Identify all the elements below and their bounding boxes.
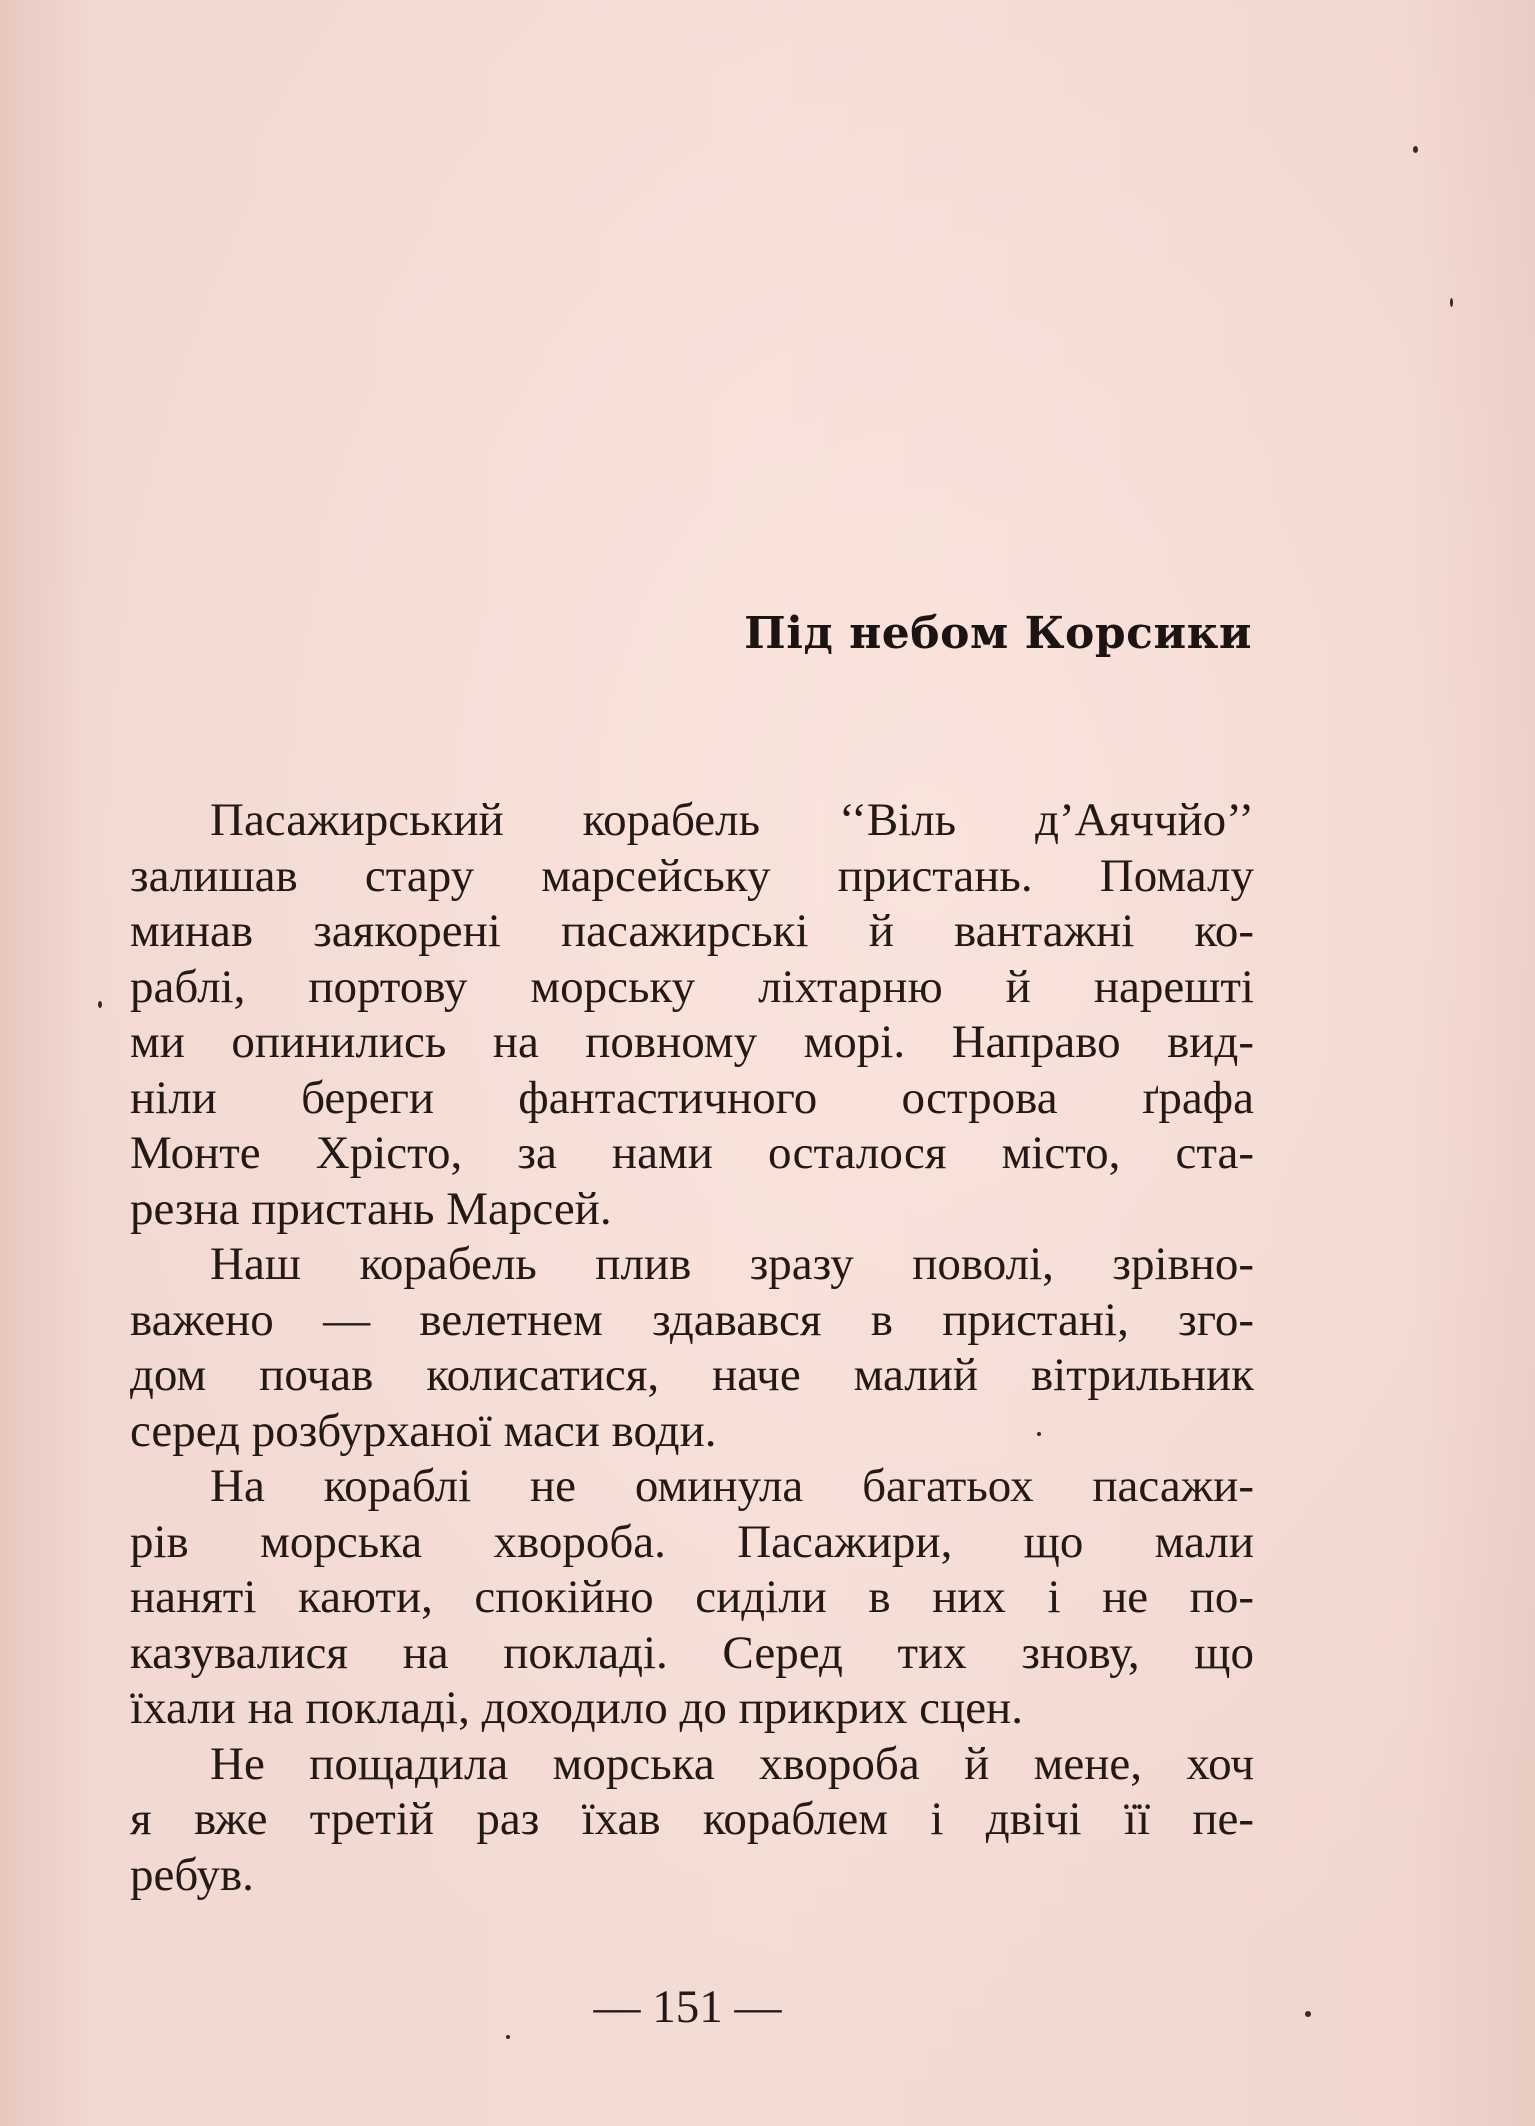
paper-speck bbox=[1450, 298, 1453, 307]
text-line: Не пощадила морська хвороба й мене, хоч bbox=[210, 1737, 1254, 1790]
chapter-title: Під небом Корсики bbox=[744, 608, 1252, 659]
text-line: На кораблі не оминула багатьох пасажи- bbox=[210, 1460, 1254, 1512]
text-line: Монте Хрісто, за нами осталося місто, ста- bbox=[130, 1127, 1254, 1179]
page-number bbox=[0, 1980, 1535, 2034]
paragraph bbox=[130, 1459, 1254, 1737]
text-line: Наш корабель плив зразу поволі, зрівно- bbox=[210, 1238, 1254, 1290]
paragraph bbox=[130, 1237, 1254, 1459]
text-line: важено — велетнем здавався в пристані, зго- bbox=[130, 1293, 1254, 1346]
text-line: Пасажирський корабель ‘‘Віль д’Аяччйо’’ bbox=[210, 794, 1254, 846]
text-line: ми опинились на повному морі. Направо вид- bbox=[130, 1016, 1254, 1068]
text-line: ребув. bbox=[130, 1848, 254, 1901]
text-line: казувалися на покладі. Серед тих знову, що bbox=[130, 1626, 1254, 1679]
page-number-text: — 151 — bbox=[593, 1981, 782, 2033]
text-line: рів морська хвороба. Пасажири, що мали bbox=[130, 1515, 1254, 1568]
text-line: я вже третій раз їхав кораблем і двічі її пе- bbox=[130, 1793, 1254, 1845]
paragraph bbox=[130, 793, 1254, 1237]
text-line: їхали на покладі, доходило до прикрих сцен. bbox=[130, 1682, 1023, 1734]
paper-speck bbox=[1413, 146, 1418, 153]
text-line: серед розбурханої маси води. bbox=[130, 1404, 717, 1457]
paper-speck bbox=[98, 1001, 102, 1008]
paper-speck bbox=[506, 2035, 510, 2039]
text-line: залишав стару марсейську пристань. Помалу bbox=[130, 849, 1254, 902]
paragraph bbox=[130, 1737, 1254, 1904]
text-line: раблі, портову морську ліхтарню й нарешті bbox=[130, 960, 1254, 1013]
body-text bbox=[130, 793, 1254, 1903]
text-line: ніли береги фантастичного острова ґрафа bbox=[130, 1071, 1254, 1124]
text-line: резна пристань Марсей. bbox=[130, 1182, 612, 1235]
text-line: минав заякорені пасажирські й вантажні ко- bbox=[130, 905, 1254, 957]
text-line: наняті каюти, спокійно сиділи в них і не по- bbox=[130, 1571, 1254, 1623]
text-line: дом почав колисатися, наче малий вітрильник bbox=[130, 1349, 1254, 1401]
